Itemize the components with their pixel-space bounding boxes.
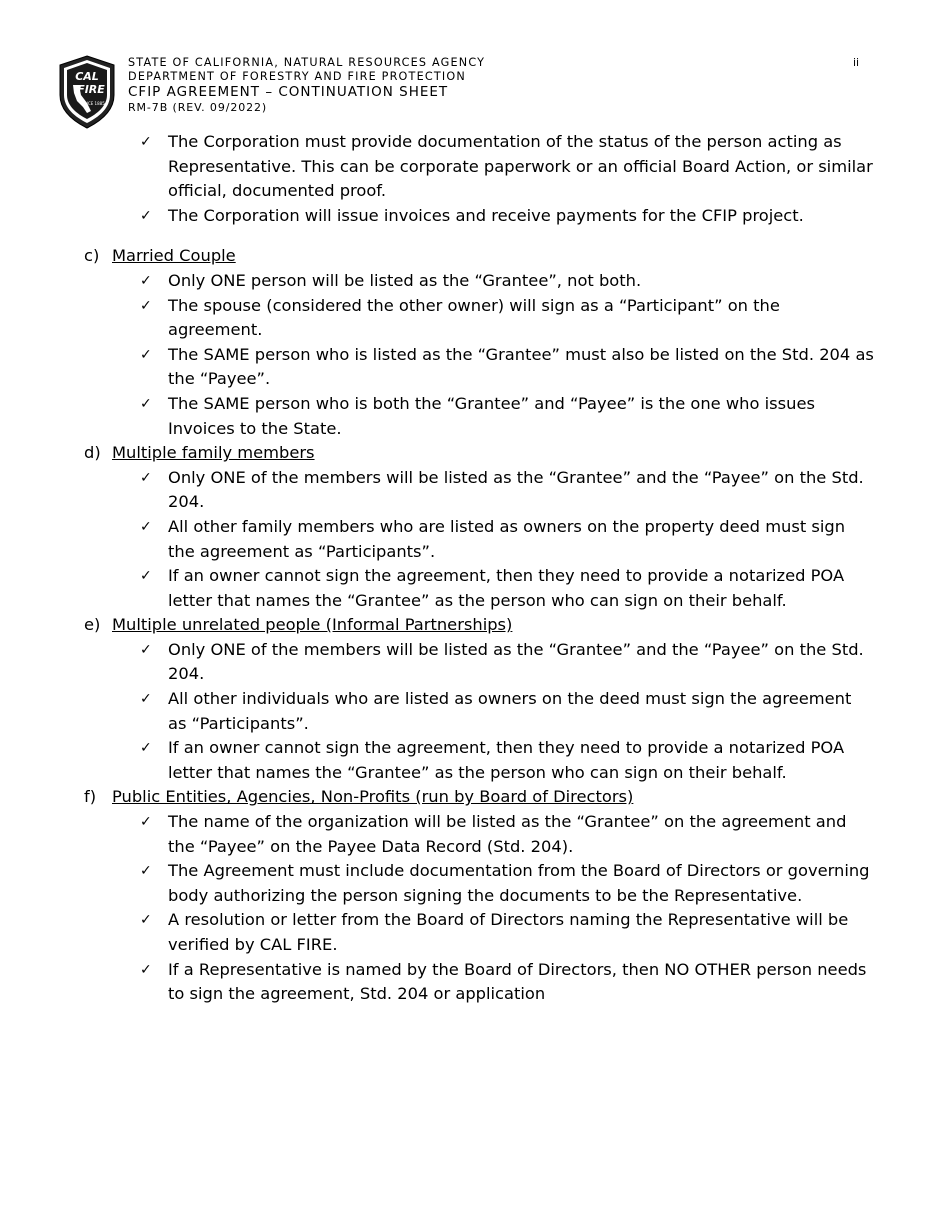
checkmark-icon: ✓	[140, 814, 152, 831]
list-item: ✓ If an owner cannot sign the agreement, then they need to provide a notarized POA letter that names the “Grantee” as the person who can sign on their behalf.	[140, 566, 845, 610]
checkmark-icon: ✓	[140, 961, 152, 978]
list-item: ✓ The Agreement must include documentation from the Board of Directors or governing body authorizing the person signing the documents to be the Representative.	[140, 861, 870, 905]
list-item: ✓ The name of the organization will be listed as the “Grantee” on the agreement and the “Payee” on the Payee Data Record (Std. 204).	[140, 812, 847, 856]
agency-name: STATE OF CALIFORNIA, NATURAL RESOURCES AGENCY	[128, 56, 486, 69]
intro-list	[84, 130, 874, 228]
list-item: ✓ The SAME person who is listed as the “Grantee” must also be listed on the Std. 204 as the “Payee”.	[140, 344, 874, 389]
list-item: ✓ The Corporation will issue invoices and receive payments for the CFIP project.	[84, 204, 874, 229]
logo-text-since: SINCE 1885	[81, 101, 105, 106]
section-heading: c) Married Couple	[84, 246, 236, 266]
list-item: ✓ All other individuals who are listed as owners on the deed must sign the agreement as “Participants”.	[140, 689, 852, 733]
logo-text-fire: FIRE	[77, 83, 105, 96]
page-number: ii	[853, 56, 860, 69]
section-informal-partnerships	[84, 613, 874, 785]
checkmark-icon: ✓	[140, 912, 152, 929]
checkmark-icon: ✓	[140, 134, 152, 150]
checkmark-icon: ✓	[140, 641, 152, 658]
section-multiple-family-members	[84, 441, 874, 613]
section-heading: f) Public Entities, Agencies, Non-Profits (run by Board of Directors)	[84, 787, 634, 807]
logo-text-cal: CAL	[75, 70, 99, 83]
cal-fire-logo	[57, 55, 117, 129]
checkmark-icon: ✓	[140, 568, 152, 585]
department-name: DEPARTMENT OF FORESTRY AND FIRE PROTECTION	[128, 70, 466, 83]
list-item: ✓ The Corporation must provide documentation of the status of the person acting as Representative. This can be corporate paperwork or an official Board Action, or similar official, documented proof.	[140, 132, 873, 201]
list-item: ✓ Only ONE of the members will be listed as the “Grantee” and the “Payee” on the Std. 204.	[140, 467, 864, 512]
checkmark-icon: ✓	[140, 691, 152, 708]
checkmark-icon: ✓	[140, 207, 152, 224]
list-item: ✓ All other family members who are listed as owners on the property deed must sign the agreement as “Participants”.	[140, 516, 846, 561]
document-header	[128, 56, 485, 115]
checkmark-icon: ✓	[140, 469, 152, 486]
checkmark-icon: ✓	[140, 518, 152, 535]
section-heading: d) Multiple family members	[84, 443, 315, 463]
checkmark-icon: ✓	[140, 863, 152, 880]
checkmark-icon: ✓	[140, 272, 152, 289]
form-number: RM-7B (REV. 09/2022)	[128, 101, 268, 114]
list-item: ✓ Only ONE of the members will be listed as the “Grantee” and the “Payee” on the Std. 204.	[140, 639, 864, 684]
section-public-entities	[84, 785, 874, 1006]
checkmark-icon: ✓	[140, 297, 152, 314]
list-item: ✓ The SAME person who is both the “Grantee” and “Payee” is the one who issues Invoices to the State.	[140, 393, 815, 438]
section-married-couple	[84, 244, 874, 441]
section-heading: e) Multiple unrelated people (Informal Partnerships)	[84, 615, 513, 635]
list-item: ✓ If an owner cannot sign the agreement, then they need to provide a notarized POA letter that names the “Grantee” as the person who can sign on their behalf.	[140, 738, 845, 782]
list-item: ✓ A resolution or letter from the Board of Directors naming the Representative will be verified by CAL FIRE.	[140, 910, 849, 954]
document-body	[84, 130, 874, 1007]
checkmark-icon: ✓	[140, 346, 152, 363]
list-item: ✓ Only ONE person will be listed as the “Grantee”, not both.	[84, 269, 874, 294]
form-title: CFIP AGREEMENT – CONTINUATION SHEET	[128, 84, 449, 100]
checkmark-icon: ✓	[140, 740, 152, 757]
list-item: ✓ If a Representative is named by the Board of Directors, then NO OTHER person needs to sign the agreement, Std. 204 or application	[140, 959, 867, 1004]
list-item: ✓ The spouse (considered the other owner) will sign as a “Participant” on the agreement.	[140, 295, 780, 340]
checkmark-icon: ✓	[140, 395, 152, 412]
